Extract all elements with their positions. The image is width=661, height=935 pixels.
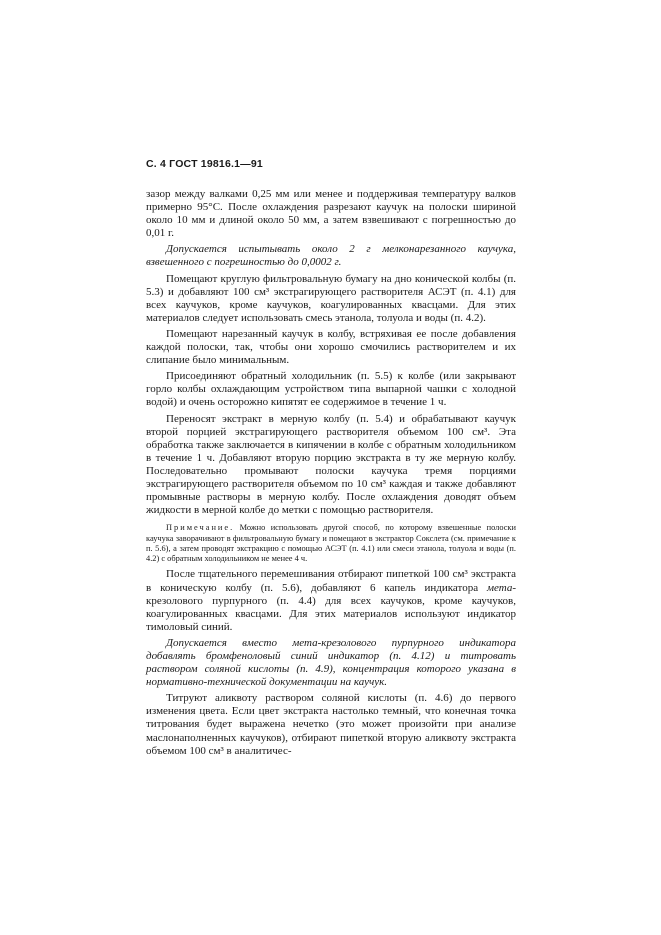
paragraph-8-italic: Допускается вместо мета-крезолового пурпурного индикатора добавлять бромфеноловый синий индикатор (п. 4.12) и титровать раствором соляной кислоты (п. 4.9), концентрация которого указана в нормативно-технической документации на каучук. [146,636,516,689]
page-header: С. 4 ГОСТ 19816.1—91 [146,158,263,170]
paragraph-4: Помещают нарезанный каучук в колбу, встряхивая ее после добавления каждой полоски, так, чтобы они хорошо смочились растворителем и их слипание было минимальным. [146,327,516,367]
paragraph-1: зазор между валками 0,25 мм или менее и поддерживая температуру валков примерно 95°С. После охлаждения разрезают каучук на полоски шириной около 10 мм и длиной около 50 мм, а затем взвешивают с погрешностью до 0,01 г. [146,188,516,240]
paragraph-7 [146,568,516,633]
paragraph-7-part-c: -крезолового пурпурного (п. 4.4) для всех каучуков, кроме каучуков, коагулированных квасцами. Для этих материалов используют индикатор тимоловый синий. [146,581,516,633]
paragraph-2-italic: Допускается испытывать около 2 г мелконарезанного каучука, взвешенного с погрешностью до 0,0002 г. [146,243,516,269]
paragraph-7-part-a: После тщательного перемешивания отбирают пипеткой 100 см³ экстракта в коническую колбу (п. 5.6), добавляют 6 капель индикатора [146,568,516,594]
paragraph-3: Помещают круглую фильтровальную бумагу на дно конической колбы (п. 5.3) и добавляют 100 см³ экстрагирующего растворителя АСЭТ (п. 4.1) для всех каучуков, кроме каучуков, коагулированных квасцами. Для этих материалов следует использовать смесь этанола, толуола и воды (п. 4.2). [146,272,516,324]
paragraph-9: Титруют аликвоту раствором соляной кислоты (п. 4.6) до первого изменения цвета. Если цвет экстракта настолько темный, что конечная точка титрования будет выражена нечетко (это может произойти при анализе маслонаполненных каучуков), отбирают пипеткой вторую аликвоту экстракта объемом 100 см³ в аналитичес- [146,692,516,757]
paragraph-6: Переносят экстракт в мерную колбу (п. 5.4) и обрабатывают каучук второй порцией экстрагирующего растворителя объемом 100 см³. Эта обработка также заключается в кипячении в колбе с обратным холодильником в течение 1 ч. Добавляют вторую порцию экстракта в ту же мерную колбу. Последовательно промывают полоски каучука тремя порциями экстрагирующего растворителя объемом по 10 см³ каждая и также добавляют промывные растворы в мерную колбу. После охлаждения доводят объем жидкости в мерной колбе до метки с помощью растворителя. [146,412,516,517]
note-block [146,523,516,564]
paragraph-7-italic-prefix: мета [486,581,513,594]
document-page [146,158,516,758]
note-label: Примечание. [166,523,235,533]
note-text: Можно использовать другой способ, по которому взвешенные полоски каучука заворачивают в фильтровальную бумагу и помещают в экстрактор Сокслета (см. примечание к п. 5.6), а затем проводят экстракцию с помощью АСЭТ (п. 4.1) или смеси этанола, толуола и воды (п. 4.2) с обратным холодильником не менее 4 ч. [146,523,516,564]
paragraph-5: Присоединяют обратный холодильник (п. 5.5) к колбе (или закрывают горло колбы охлаждающим устройством типа выпарной чашки с холодной водой) и очень осторожно кипятят ее содержимое в течение 1 ч. [146,370,516,409]
